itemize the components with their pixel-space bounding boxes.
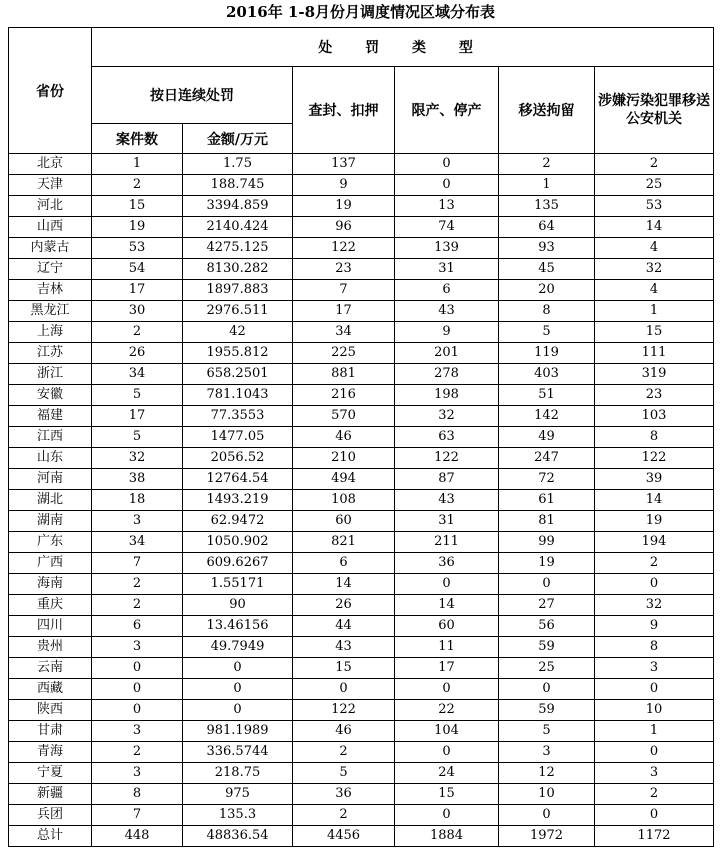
header-cases: 案件数 [92, 124, 183, 154]
distribution-table [8, 27, 714, 847]
value-cell: 59 [499, 637, 595, 658]
value-cell: 2 [92, 175, 183, 196]
province-cell: 河南 [9, 469, 92, 490]
value-cell: 2 [92, 574, 183, 595]
province-cell: 天津 [9, 175, 92, 196]
value-cell: 77.3553 [183, 406, 293, 427]
header-province: 省份 [9, 28, 92, 154]
table-row [9, 595, 714, 616]
value-cell: 64 [499, 217, 595, 238]
value-cell: 570 [293, 406, 395, 427]
province-cell: 山东 [9, 448, 92, 469]
value-cell: 45 [499, 259, 595, 280]
value-cell: 1 [595, 301, 714, 322]
value-cell: 781.1043 [183, 385, 293, 406]
value-cell: 15 [92, 196, 183, 217]
value-cell: 26 [293, 595, 395, 616]
value-cell: 139 [395, 238, 499, 259]
value-cell: 11 [395, 637, 499, 658]
value-cell: 87 [395, 469, 499, 490]
province-cell: 甘肃 [9, 721, 92, 742]
value-cell: 194 [595, 532, 714, 553]
table-row [9, 490, 714, 511]
value-cell: 119 [499, 343, 595, 364]
value-cell: 42 [183, 322, 293, 343]
province-cell: 青海 [9, 742, 92, 763]
value-cell: 31 [395, 511, 499, 532]
value-cell: 278 [395, 364, 499, 385]
table-row [9, 343, 714, 364]
value-cell: 0 [183, 658, 293, 679]
value-cell: 336.5744 [183, 742, 293, 763]
value-cell: 10 [499, 784, 595, 805]
province-cell: 总计 [9, 826, 92, 847]
province-cell: 新疆 [9, 784, 92, 805]
table-row [9, 259, 714, 280]
table-row [9, 427, 714, 448]
value-cell: 38 [92, 469, 183, 490]
province-cell: 河北 [9, 196, 92, 217]
value-cell: 122 [395, 448, 499, 469]
value-cell: 18 [92, 490, 183, 511]
value-cell: 14 [293, 574, 395, 595]
value-cell: 13 [395, 196, 499, 217]
value-cell: 96 [293, 217, 395, 238]
province-cell: 辽宁 [9, 259, 92, 280]
value-cell: 46 [293, 721, 395, 742]
value-cell: 6 [293, 553, 395, 574]
header-daily-penalty: 按日连续处罚 [92, 67, 293, 124]
value-cell: 56 [499, 616, 595, 637]
value-cell: 2 [92, 322, 183, 343]
value-cell: 142 [499, 406, 595, 427]
value-cell: 3 [92, 721, 183, 742]
table-row [9, 658, 714, 679]
value-cell: 26 [92, 343, 183, 364]
value-cell: 8 [595, 427, 714, 448]
value-cell: 99 [499, 532, 595, 553]
province-cell: 黑龙江 [9, 301, 92, 322]
value-cell: 6 [395, 280, 499, 301]
table-row [9, 469, 714, 490]
value-cell: 0 [595, 574, 714, 595]
value-cell: 12 [499, 763, 595, 784]
header-seal: 查封、扣押 [293, 67, 395, 154]
province-cell: 西藏 [9, 679, 92, 700]
value-cell: 15 [595, 322, 714, 343]
value-cell: 3 [595, 658, 714, 679]
value-cell: 1 [92, 154, 183, 175]
table-row [9, 637, 714, 658]
value-cell: 4 [595, 238, 714, 259]
value-cell: 0 [92, 700, 183, 721]
table-row [9, 280, 714, 301]
table-row [9, 553, 714, 574]
value-cell: 7 [92, 553, 183, 574]
value-cell: 225 [293, 343, 395, 364]
value-cell: 4275.125 [183, 238, 293, 259]
value-cell: 1.75 [183, 154, 293, 175]
header-limit-stop: 限产、停产 [395, 67, 499, 154]
value-cell: 1493.219 [183, 490, 293, 511]
value-cell: 32 [595, 259, 714, 280]
value-cell: 188.745 [183, 175, 293, 196]
table-body [9, 154, 714, 847]
value-cell: 25 [595, 175, 714, 196]
value-cell: 0 [92, 658, 183, 679]
value-cell: 74 [395, 217, 499, 238]
value-cell: 201 [395, 343, 499, 364]
value-cell: 31 [395, 259, 499, 280]
province-cell: 陕西 [9, 700, 92, 721]
header-amount: 金额/万元 [183, 124, 293, 154]
value-cell: 0 [595, 679, 714, 700]
value-cell: 0 [183, 700, 293, 721]
value-cell: 3 [595, 763, 714, 784]
province-cell: 重庆 [9, 595, 92, 616]
value-cell: 2 [293, 805, 395, 826]
value-cell: 1477.05 [183, 427, 293, 448]
value-cell: 53 [92, 238, 183, 259]
value-cell: 216 [293, 385, 395, 406]
value-cell: 0 [395, 154, 499, 175]
value-cell: 14 [595, 217, 714, 238]
value-cell: 8130.282 [183, 259, 293, 280]
value-cell: 60 [293, 511, 395, 532]
value-cell: 5 [92, 427, 183, 448]
header-police: 涉嫌污染犯罪移送公安机关 [595, 67, 714, 154]
value-cell: 23 [293, 259, 395, 280]
province-cell: 湖北 [9, 490, 92, 511]
table-row [9, 574, 714, 595]
value-cell: 90 [183, 595, 293, 616]
value-cell: 881 [293, 364, 395, 385]
value-cell: 0 [395, 574, 499, 595]
value-cell: 30 [92, 301, 183, 322]
value-cell: 14 [595, 490, 714, 511]
table-row [9, 217, 714, 238]
value-cell: 9 [395, 322, 499, 343]
province-cell: 浙江 [9, 364, 92, 385]
value-cell: 36 [293, 784, 395, 805]
value-cell: 2976.511 [183, 301, 293, 322]
table-row [9, 196, 714, 217]
province-cell: 兵团 [9, 805, 92, 826]
value-cell: 2056.52 [183, 448, 293, 469]
value-cell: 403 [499, 364, 595, 385]
value-cell: 9 [595, 616, 714, 637]
province-cell: 宁夏 [9, 763, 92, 784]
value-cell: 0 [293, 679, 395, 700]
value-cell: 19 [595, 511, 714, 532]
value-cell: 34 [92, 364, 183, 385]
value-cell: 5 [499, 322, 595, 343]
value-cell: 63 [395, 427, 499, 448]
value-cell: 494 [293, 469, 395, 490]
value-cell: 821 [293, 532, 395, 553]
value-cell: 1972 [499, 826, 595, 847]
value-cell: 658.2501 [183, 364, 293, 385]
value-cell: 19 [293, 196, 395, 217]
table-row [9, 784, 714, 805]
value-cell: 44 [293, 616, 395, 637]
province-cell: 江苏 [9, 343, 92, 364]
value-cell: 0 [499, 679, 595, 700]
header-penalty-type [92, 28, 714, 67]
value-cell: 0 [395, 805, 499, 826]
header-penalty-type-label: 处 罚 类 型 [318, 40, 487, 56]
value-cell: 53 [595, 196, 714, 217]
value-cell: 609.6267 [183, 553, 293, 574]
value-cell: 7 [293, 280, 395, 301]
value-cell: 3394.859 [183, 196, 293, 217]
value-cell: 15 [395, 784, 499, 805]
value-cell: 62.9472 [183, 511, 293, 532]
province-cell: 湖南 [9, 511, 92, 532]
value-cell: 61 [499, 490, 595, 511]
province-cell: 吉林 [9, 280, 92, 301]
value-cell: 3 [92, 511, 183, 532]
value-cell: 1172 [595, 826, 714, 847]
value-cell: 135 [499, 196, 595, 217]
value-cell: 122 [293, 700, 395, 721]
table-row [9, 406, 714, 427]
table-row [9, 616, 714, 637]
value-cell: 5 [293, 763, 395, 784]
value-cell: 14 [395, 595, 499, 616]
province-cell: 四川 [9, 616, 92, 637]
value-cell: 135.3 [183, 805, 293, 826]
table-row [9, 805, 714, 826]
value-cell: 32 [92, 448, 183, 469]
value-cell: 24 [395, 763, 499, 784]
value-cell: 9 [293, 175, 395, 196]
value-cell: 12764.54 [183, 469, 293, 490]
table-row [9, 385, 714, 406]
value-cell: 8 [595, 637, 714, 658]
value-cell: 10 [595, 700, 714, 721]
value-cell: 17 [92, 406, 183, 427]
value-cell: 2 [92, 742, 183, 763]
value-cell: 43 [293, 637, 395, 658]
value-cell: 1 [595, 721, 714, 742]
value-cell: 1050.902 [183, 532, 293, 553]
province-cell: 山西 [9, 217, 92, 238]
province-cell: 广东 [9, 532, 92, 553]
value-cell: 218.75 [183, 763, 293, 784]
value-cell: 1.55171 [183, 574, 293, 595]
value-cell: 2 [92, 595, 183, 616]
province-cell: 广西 [9, 553, 92, 574]
value-cell: 22 [395, 700, 499, 721]
value-cell: 247 [499, 448, 595, 469]
value-cell: 39 [595, 469, 714, 490]
province-cell: 海南 [9, 574, 92, 595]
value-cell: 8 [92, 784, 183, 805]
value-cell: 60 [395, 616, 499, 637]
value-cell: 25 [499, 658, 595, 679]
value-cell: 34 [92, 532, 183, 553]
value-cell: 2 [595, 553, 714, 574]
table-row [9, 679, 714, 700]
value-cell: 137 [293, 154, 395, 175]
province-cell: 江西 [9, 427, 92, 448]
table-row [9, 364, 714, 385]
value-cell: 46 [293, 427, 395, 448]
value-cell: 211 [395, 532, 499, 553]
province-cell: 福建 [9, 406, 92, 427]
value-cell: 54 [92, 259, 183, 280]
value-cell: 13.46156 [183, 616, 293, 637]
table-row [9, 238, 714, 259]
province-cell: 云南 [9, 658, 92, 679]
value-cell: 3 [92, 637, 183, 658]
province-cell: 上海 [9, 322, 92, 343]
value-cell: 108 [293, 490, 395, 511]
value-cell: 0 [499, 574, 595, 595]
value-cell: 19 [92, 217, 183, 238]
value-cell: 0 [395, 175, 499, 196]
value-cell: 17 [395, 658, 499, 679]
value-cell: 122 [595, 448, 714, 469]
value-cell: 59 [499, 700, 595, 721]
province-cell: 安徽 [9, 385, 92, 406]
value-cell: 0 [92, 679, 183, 700]
value-cell: 975 [183, 784, 293, 805]
table-row [9, 511, 714, 532]
value-cell: 111 [595, 343, 714, 364]
province-cell: 北京 [9, 154, 92, 175]
value-cell: 8 [499, 301, 595, 322]
value-cell: 3 [499, 742, 595, 763]
value-cell: 2140.424 [183, 217, 293, 238]
table-row [9, 700, 714, 721]
value-cell: 7 [92, 805, 183, 826]
value-cell: 0 [395, 679, 499, 700]
value-cell: 2 [499, 154, 595, 175]
value-cell: 27 [499, 595, 595, 616]
value-cell: 319 [595, 364, 714, 385]
value-cell: 49.7949 [183, 637, 293, 658]
table-row [9, 322, 714, 343]
value-cell: 4 [595, 280, 714, 301]
value-cell: 23 [595, 385, 714, 406]
value-cell: 72 [499, 469, 595, 490]
table-row [9, 742, 714, 763]
table-row [9, 448, 714, 469]
value-cell: 2 [293, 742, 395, 763]
value-cell: 0 [499, 805, 595, 826]
province-cell: 内蒙古 [9, 238, 92, 259]
value-cell: 104 [395, 721, 499, 742]
province-cell: 贵州 [9, 637, 92, 658]
table-row [9, 532, 714, 553]
value-cell: 5 [92, 385, 183, 406]
table-row [9, 175, 714, 196]
value-cell: 51 [499, 385, 595, 406]
table-row [9, 154, 714, 175]
value-cell: 1 [499, 175, 595, 196]
value-cell: 17 [92, 280, 183, 301]
table-row [9, 763, 714, 784]
value-cell: 43 [395, 301, 499, 322]
value-cell: 1955.812 [183, 343, 293, 364]
value-cell: 1884 [395, 826, 499, 847]
value-cell: 17 [293, 301, 395, 322]
value-cell: 93 [499, 238, 595, 259]
value-cell: 103 [595, 406, 714, 427]
value-cell: 122 [293, 238, 395, 259]
table-row [9, 301, 714, 322]
value-cell: 981.1989 [183, 721, 293, 742]
value-cell: 198 [395, 385, 499, 406]
value-cell: 3 [92, 763, 183, 784]
value-cell: 0 [595, 805, 714, 826]
value-cell: 448 [92, 826, 183, 847]
value-cell: 32 [595, 595, 714, 616]
table-title: 2016年 1-8月份月调度情况区域分布表 [225, 3, 496, 21]
value-cell: 15 [293, 658, 395, 679]
value-cell: 210 [293, 448, 395, 469]
header-detain: 移送拘留 [499, 67, 595, 154]
value-cell: 49 [499, 427, 595, 448]
value-cell: 43 [395, 490, 499, 511]
value-cell: 0 [183, 679, 293, 700]
value-cell: 0 [595, 742, 714, 763]
value-cell: 0 [395, 742, 499, 763]
value-cell: 1897.883 [183, 280, 293, 301]
value-cell: 4456 [293, 826, 395, 847]
value-cell: 5 [499, 721, 595, 742]
table-row [9, 721, 714, 742]
value-cell: 34 [293, 322, 395, 343]
value-cell: 81 [499, 511, 595, 532]
value-cell: 6 [92, 616, 183, 637]
value-cell: 2 [595, 154, 714, 175]
value-cell: 32 [395, 406, 499, 427]
table-row [9, 826, 714, 847]
value-cell: 48836.54 [183, 826, 293, 847]
value-cell: 20 [499, 280, 595, 301]
value-cell: 19 [499, 553, 595, 574]
value-cell: 2 [595, 784, 714, 805]
value-cell: 36 [395, 553, 499, 574]
